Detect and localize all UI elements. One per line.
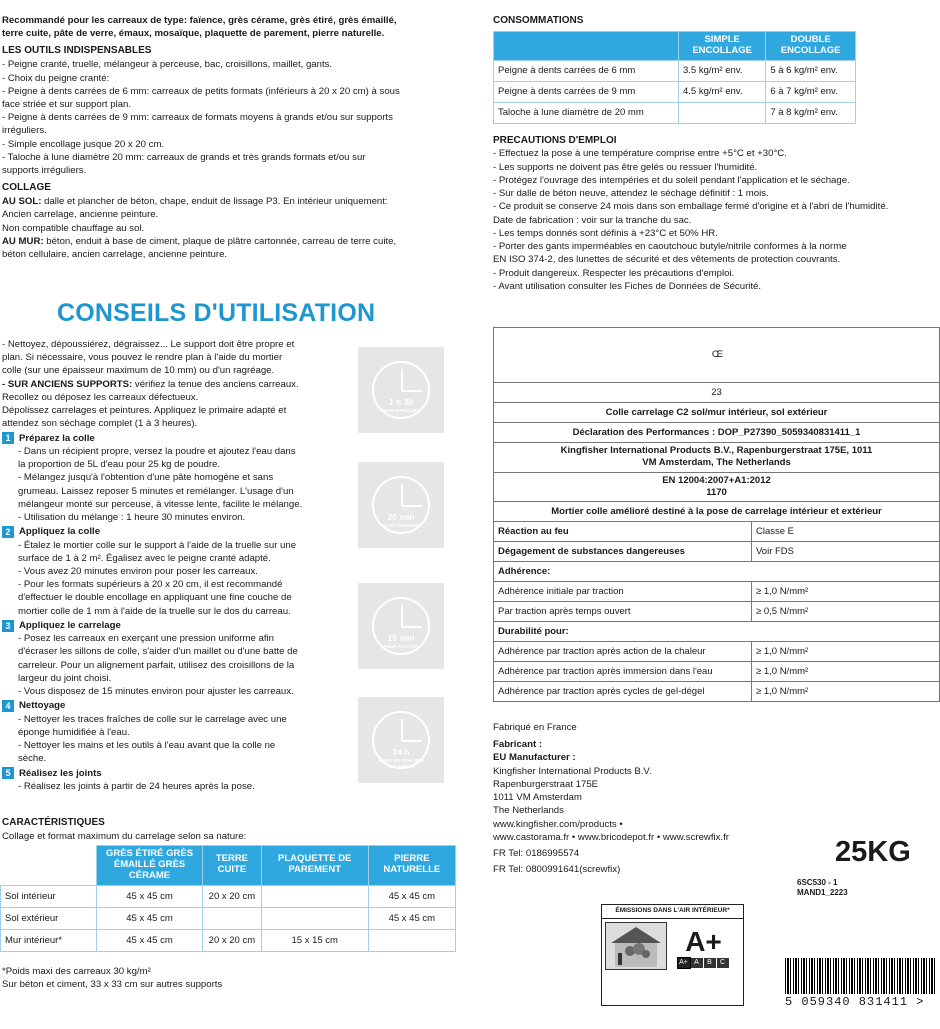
table-cell: Mur intérieur* (1, 929, 97, 951)
step-number: 3 (2, 620, 14, 632)
precaution-line: - Effectuez la pose à une température comprise entre +5°C et +30°C. (493, 148, 787, 160)
precaution-line: - Porter des gants imperméables en caoutchouc butyle/nitrile conformes à la norme (493, 241, 847, 253)
table-cell: 6 à 7 kg/m² env. (766, 81, 856, 102)
step-line: - Étalez le mortier colle sur le support à l'aide de la truelle sur une (18, 539, 297, 551)
manufacturer-line: www.castorama.fr • www.bricodepot.fr • www.screwfix.fr (493, 831, 729, 843)
table-cell: 3.5 kg/m² env. (679, 60, 766, 81)
table-cell: 20 x 20 cm (203, 929, 262, 951)
clock-icon (358, 697, 444, 783)
step-line: - Pour les formats supérieurs à 20 x 20 cm, il est recommandé (18, 579, 283, 591)
table-cell: Sol extérieur (1, 907, 97, 929)
manufacturer-line: www.kingfisher.com/products • (493, 818, 623, 830)
ce-norm-id: 1170 (706, 487, 727, 499)
collage-line: Non compatible chauffage au sol. (2, 222, 145, 234)
outils-title: LES OUTILS INDISPENSABLES (2, 45, 152, 57)
outils-line: - Simple encollage jusque 20 x 20 cm. (2, 138, 165, 150)
ce-label: Réaction au feu (494, 522, 752, 542)
conseils-intro-line: plan. Si nécessaire, vous pouvez le rendre plan à l'aide du mortier (2, 352, 283, 364)
scale-step: A (691, 958, 703, 968)
step-line: mélangeur monté sur perceuse, à vitesse lente, facilite le mélange. (18, 498, 303, 510)
ce-product: Colle carrelage C2 sol/mur intérieur, sol extérieur (494, 403, 940, 423)
step-line: - Dans un récipient propre, versez la poudre et ajoutez l'eau dans (18, 445, 296, 457)
note: Sur béton et ciment, 33 x 33 cm sur autres supports (2, 979, 223, 991)
ce-label: Adhérence par traction après immersion dans l'eau (494, 662, 752, 682)
intro-line: terre cuite, pâte de verre, émaux, mosaïque, plaquette de parement, pierre naturelle. (2, 28, 385, 40)
ce-row (494, 642, 940, 662)
step-title: Appliquez le carrelage (19, 619, 121, 631)
ce-label: Durabilité pour: (494, 622, 940, 642)
ce-value: ≥ 0,5 N/mm² (752, 602, 940, 622)
au-sol-label: AU SOL: (2, 196, 42, 208)
emission-scale (678, 958, 730, 968)
clock-time: 15 min (387, 633, 415, 643)
clock-face (372, 361, 430, 419)
table-row (494, 60, 856, 81)
table-header: DOUBLE ENCOLLAGE (766, 31, 856, 60)
ce-row (494, 542, 940, 562)
barcode (785, 958, 935, 1009)
table-cell (203, 907, 262, 929)
step-line: - Posez les carreaux en exerçant une pression uniforme afin (18, 633, 274, 645)
anciens-line: attendez son séchage complet (1 à 3 heures). (2, 418, 198, 430)
manufacturer-line: Kingfisher International Products B.V. (493, 765, 652, 777)
step-header (0, 699, 340, 712)
step-number: 2 (2, 526, 14, 538)
table-row (1, 929, 456, 951)
steps-list (0, 432, 340, 793)
step-line: éponge humidifiée à l'eau. (18, 726, 130, 738)
table-cell: 45 x 45 cm (97, 929, 203, 951)
table-cell: 20 x 20 cm (203, 885, 262, 907)
ce-label: Par traction après temps ouvert (494, 602, 752, 622)
ce-declaration (493, 327, 940, 702)
ce-company (494, 443, 940, 473)
step-line: d'effectuer le double encollage en appliquant une fine couche de (18, 592, 292, 604)
emission-label (601, 904, 744, 1006)
conseils-intro-line: colle (sur une épaisseur maximum de 10 mm) ou d'un ragréage. (2, 365, 275, 377)
table-cell: Taloche à lune diamètre de 20 mm (494, 102, 679, 123)
precautions-title: PRECAUTIONS D'EMPLOI (493, 134, 617, 146)
consommations-title: CONSOMMATIONS (493, 15, 584, 26)
precaution-line: - Les temps donnés sont définis à +23°C et 50% HR. (493, 227, 718, 239)
precaution-line: Date de fabrication : voir sur la tranche du sac. (493, 214, 692, 226)
clock-label: AVANT DE RÉALISER LES JOINTS (377, 758, 425, 770)
outils-line: supports irréguliers. (2, 165, 87, 177)
caracteristiques-title: CARACTÉRISTIQUES (2, 817, 105, 828)
table-cell: 45 x 45 cm (368, 907, 455, 929)
ce-dop: Déclaration des Performances : DOP_P27390_5059340831411_1 (494, 423, 940, 443)
table-header: PLAQUETTE DE PAREMENT (261, 846, 368, 886)
step-line: - Nettoyer les traces fraîches de colle sur le carrelage avec une (18, 713, 287, 725)
outils-line: irréguliers. (2, 125, 47, 137)
table-cell (261, 885, 368, 907)
product-code: MAND1_2223 (797, 888, 848, 898)
manufacturer-line: FR Tel: 0186995574 (493, 848, 580, 860)
table-header (1, 846, 97, 886)
product-code: 6SC530 - 1 (797, 878, 838, 887)
table-cell: 45 x 45 cm (97, 907, 203, 929)
step-number: 1 (2, 432, 14, 444)
step-line: d'écraser les sillons de colle, s'aider d'un maillet ou d'une batte de (18, 646, 298, 658)
ce-value: Voir FDS (752, 542, 940, 562)
precaution-line: - Ce produit se conserve 24 mois dans son emballage fermé d'origine et à l'abri de l'humidité. (493, 201, 889, 213)
ce-company-line: VM Amsterdam, The Netherlands (642, 457, 791, 469)
table-cell: Peigne à dents carrées de 6 mm (494, 60, 679, 81)
step-line: mortier colle de 1 mm à l'aide de la truelle sur le dos du carreau. (18, 605, 291, 617)
step-title: Préparez la colle (19, 432, 95, 444)
caracteristiques-notes (0, 965, 222, 991)
table-header: GRÈS ÉTIRÉ GRÈS ÉMAILLÉ GRÈS CÉRAME (97, 846, 203, 886)
ce-value: ≥ 1,0 N/mm² (752, 662, 940, 682)
table-cell (679, 102, 766, 123)
house-icon (605, 922, 667, 970)
table-header: SIMPLE ENCOLLAGE (679, 31, 766, 60)
barcode-number: 5 059340 831411 > (785, 995, 925, 1009)
eu-manufacturer-label: EU Manufacturer : (493, 752, 576, 764)
ce-norm-text: EN 12004:2007+A1:2012 (662, 474, 771, 486)
precaution-line: - Les supports ne doivent pas être gelés ou ressuer l'humidité. (493, 161, 758, 173)
ce-row (494, 562, 940, 582)
clock-icon (358, 347, 444, 433)
conseils-intro-line: - Nettoyez, dépoussiérez, dégraissez... Le support doit être propre et (2, 339, 295, 350)
step-line: - Nettoyer les mains et les outils à l'eau avant que la colle ne (18, 740, 276, 752)
clock-face (372, 476, 430, 534)
table-row (1, 885, 456, 907)
au-mur-line2: béton cellulaire, ancien carrelage, ancienne peinture. (2, 249, 228, 261)
au-mur-label: AU MUR: (2, 235, 44, 247)
intro-text (0, 14, 460, 40)
scale-step: B (704, 958, 716, 968)
manufacturer-block (493, 721, 793, 877)
ce-row (494, 522, 940, 542)
step-line: carreleur. Pour un alignement parfait, utilisez des croisillons de la (18, 659, 295, 671)
step-header (0, 767, 340, 780)
product-codes (797, 878, 848, 899)
step-title: Nettoyage (19, 700, 66, 712)
collage-title: COLLAGE (2, 182, 51, 194)
conseils-title: CONSEILS D'UTILISATION (57, 299, 376, 327)
made-in: Fabriqué en France (493, 722, 577, 733)
ce-label: Adhérence: (494, 562, 940, 582)
table-cell: 15 x 15 cm (261, 929, 368, 951)
table-cell: 45 x 45 cm (97, 885, 203, 907)
table-cell (368, 929, 455, 951)
ce-year: 23 (494, 383, 940, 403)
outils-line: - Peigne à dents carrées de 9 mm: carreaux de formats moyens à grands et/ou sur supports (2, 112, 393, 124)
step-line: - Mélangez jusqu'à l'obtention d'une pâte homogène et sans (18, 472, 274, 484)
table-cell: 5 à 6 kg/m² env. (766, 60, 856, 81)
manufacturer-line: 1011 VM Amsterdam (493, 792, 582, 804)
clock-icon (358, 462, 444, 548)
clock-time: 1 h 30 (388, 397, 414, 407)
precaution-line: EN ISO 374-2, des lunettes de sécurité et des vêtements de protection couvrants. (493, 254, 841, 266)
table-cell: 45 x 45 cm (368, 885, 455, 907)
right-column (493, 14, 940, 293)
table-header (494, 31, 679, 60)
ce-row (494, 662, 940, 682)
ce-value: ≥ 1,0 N/mm² (752, 642, 940, 662)
step-header (0, 432, 340, 445)
anciens-text: vérifiez la tenue des anciens carreaux. (132, 378, 299, 390)
ce-mark-icon: CE (494, 328, 940, 383)
note: *Poids maxi des carreaux 30 kg/m² (2, 966, 151, 977)
emission-title: ÉMISSIONS DANS L'AIR INTÉRIEUR* (602, 905, 743, 919)
table-row (494, 102, 856, 123)
left-column (0, 14, 460, 261)
anciens-line: Dépolissez carrelages et peintures. Appliquez le primaire adapté et (2, 405, 287, 417)
outils-line: face striée et sur support plan. (2, 98, 132, 110)
emission-body (602, 919, 743, 977)
anciens-supports (0, 378, 340, 391)
conseils-section (0, 338, 340, 793)
step-line: largeur du joint choisi. (18, 672, 112, 684)
step-line: surface de 1 à 2 m². Égalisez avec le peigne cranté adapté. (18, 552, 271, 564)
step-line: - Vous disposez de 15 minutes environ pour ajuster les carreaux. (18, 686, 294, 698)
outils-line: - Choix du peigne cranté: (2, 72, 110, 84)
table-row (494, 81, 856, 102)
ce-company-line: Kingfisher International Products B.V., Rapenburgerstraat 175E, 1011 (560, 445, 873, 456)
manufacturer-line: Rapenburgerstraat 175E (493, 778, 599, 790)
step-line: - Réalisez les joints à partir de 24 heures après la pose. (18, 780, 255, 792)
clock-face (372, 597, 430, 655)
ce-value: Classe E (752, 522, 940, 542)
caracteristiques-subtitle: Collage et format maximum du carrelage selon sa nature: (2, 830, 247, 842)
anciens-line: Recollez ou déposez les carreaux défectueux. (2, 391, 199, 403)
caracteristiques-table (0, 845, 456, 952)
ce-row (494, 602, 940, 622)
au-mur-text: béton, enduit à base de ciment, plaque de plâtre cartonnée, carreau de terre cuite, (43, 235, 397, 247)
step-title: Réalisez les joints (19, 767, 102, 779)
table-row (1, 907, 456, 929)
ce-label: Adhérence initiale par traction (494, 582, 752, 602)
consommations-table (493, 31, 856, 124)
table-header: TERRE CUITE (203, 846, 262, 886)
ce-description: Mortier colle amélioré destiné à la pose de carrelage intérieur et extérieur (494, 502, 940, 522)
au-sol (0, 195, 460, 208)
step-header (0, 525, 340, 538)
ce-label: Adhérence par traction après action de la chaleur (494, 642, 752, 662)
intro-line: Recommandé pour les carreaux de type: faïence, grès cérame, grès étiré, grès émaillé, (2, 15, 397, 26)
ce-row (494, 582, 940, 602)
precaution-line: - Protégez l'ouvrage des intempéries et du soleil pendant l'application et le séchage. (493, 174, 850, 186)
clock-label: POUR APPLIQUER (380, 408, 422, 413)
manufacturer-line: The Netherlands (493, 805, 564, 817)
precaution-line: - Sur dalle de béton neuve, attendez le séchage définitif : 1 mois. (493, 188, 769, 200)
clock-label: POUR CARRELER (381, 523, 421, 528)
table-cell (261, 907, 368, 929)
step-line: sèche. (18, 753, 47, 765)
clock-time: 24 h (392, 747, 410, 757)
scale-step: C (717, 958, 729, 968)
step-number: 4 (2, 700, 14, 712)
step-line: la proportion de 5L d'eau pour 25 kg de poudre. (18, 459, 221, 471)
step-number: 5 (2, 767, 14, 779)
table-cell: 7 à 8 kg/m² env. (766, 102, 856, 123)
emission-rating-value: A+ (685, 925, 722, 957)
au-mur (0, 235, 460, 248)
clock-face (372, 711, 430, 769)
precautions-list (493, 147, 940, 293)
ce-label: Dégagement de substances dangereuses (494, 542, 752, 562)
table-cell: 4.5 kg/m² env. (679, 81, 766, 102)
ce-row (494, 682, 940, 702)
outils-list (0, 58, 460, 177)
collage-line: Ancien carrelage, ancienne peinture. (2, 209, 159, 221)
manufacturer-line: FR Tel: 0800991641(screwfix) (493, 864, 621, 876)
barcode-icon (785, 958, 935, 994)
outils-line: - Taloche à lune diamètre 20 mm: carreaux de grands et très grands formats et/ou sur (2, 151, 366, 163)
clock-icon (358, 583, 444, 669)
manufacturer-lines (493, 765, 793, 877)
table-header: PIERRE NATURELLE (368, 846, 455, 886)
table-cell: Sol intérieur (1, 885, 97, 907)
step-line: grumeau. Laissez reposer 5 minutes et remélanger. L'usage d'un (18, 485, 294, 497)
ce-label: Adhérence par traction après cycles de gel-dégel (494, 682, 752, 702)
step-title: Appliquez la colle (19, 526, 101, 538)
ce-value: ≥ 1,0 N/mm² (752, 582, 940, 602)
weight-label: 25KG (835, 836, 911, 868)
precaution-line: - Avant utilisation consulter les Fiches de Données de Sécurité. (493, 280, 762, 292)
au-sol-text: dalle et plancher de béton, chape, enduit de lissage P3. En intérieur uniquement: (41, 196, 388, 208)
caracteristiques-header (0, 812, 246, 843)
anciens-label: - SUR ANCIENS SUPPORTS: (2, 378, 133, 390)
ce-value: ≥ 1,0 N/mm² (752, 682, 940, 702)
ce-norm (494, 472, 940, 502)
outils-line: - Peigne à dents carrées de 6 mm: carreaux de petits formats (inférieurs à 20 x 20 cm) à sous (2, 85, 400, 97)
outils-line: - Peigne cranté, truelle, mélangeur à perceuse, bac, croisillons, maillet, gants. (2, 59, 333, 71)
fabricant-label: Fabricant : (493, 739, 543, 751)
step-line: - Utilisation du mélange : 1 heure 30 minutes environ. (18, 512, 246, 524)
precaution-line: - Produit dangereux. Respecter les précautions d'emploi. (493, 267, 735, 279)
step-line: - Vous avez 20 minutes environ pour poser les carreaux. (18, 565, 258, 577)
clock-time: 20 min (387, 512, 415, 522)
scale-step: A+ (679, 958, 688, 966)
ce-row (494, 622, 940, 642)
table-cell: Peigne à dents carrées de 9 mm (494, 81, 679, 102)
step-header (0, 619, 340, 632)
clock-label: POUR AJUSTER (383, 644, 419, 649)
emission-rating (667, 922, 740, 974)
